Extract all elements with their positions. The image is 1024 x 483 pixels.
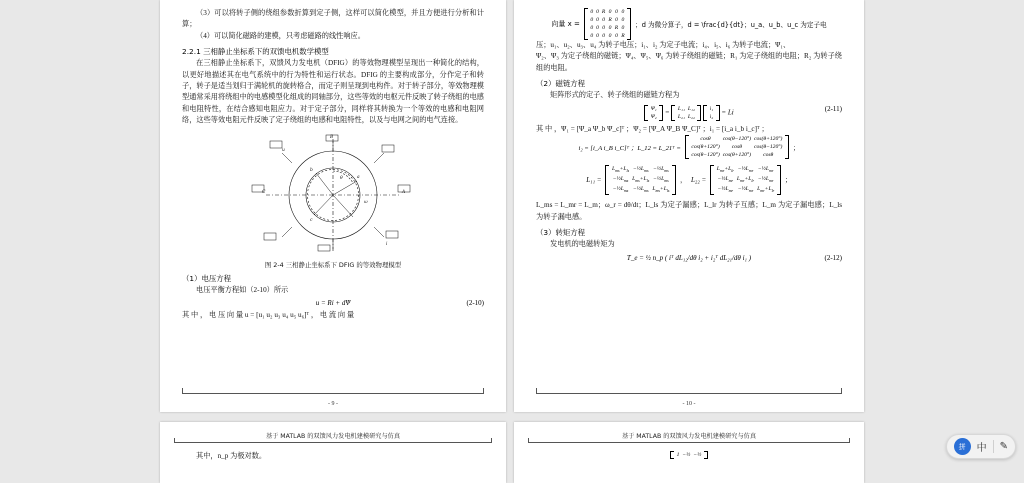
document-page-3 bbox=[160, 422, 506, 483]
equation-number: (2-10) bbox=[466, 299, 484, 308]
cos-matrix-label: i₂ = [i_A i_B i_C]ᵀ ；L_12 = L_21ᵀ = bbox=[578, 145, 681, 153]
svg-text:u: u bbox=[281, 147, 285, 153]
paragraph-text-cont: ₁ u₂ u₃ u₄ u₅ u₆]ᵀ ， 电 流 向 量 bbox=[262, 311, 355, 320]
figure-caption: 图 2-4 三相静止坐标系下 DFIG 的等效物理模型 bbox=[264, 260, 402, 269]
ime-symbol-button[interactable]: ✎ bbox=[999, 441, 1008, 452]
svg-text:b: b bbox=[309, 167, 313, 173]
svg-text:C: C bbox=[261, 189, 265, 195]
ime-toolbar[interactable] bbox=[946, 434, 1016, 459]
document-page-4 bbox=[514, 422, 864, 483]
equation-tail: = Li bbox=[721, 108, 734, 117]
paragraph: 矩阵形式的定子、转子绕组的磁链方程为 bbox=[550, 91, 680, 100]
matrix-L22: $L_{mr}+L_{lr}$ $-\frac{1}{2}L_{mr}$ $-\frac{1}{2}L_{mr}$ $-\frac{1}{2}L_{mr}$ $L_{mr}+L_{lr}$ $-\frac{1}{2}L_{mr}$ $-\frac{1}{2}L_{mr}$ $-\frac{1}{2}L_{mr}$ $L_{mr}+L_{lr}$ bbox=[710, 165, 781, 195]
equation-2-12 bbox=[536, 254, 842, 262]
paragraph bbox=[182, 310, 484, 321]
ime-logo-icon: 拼 bbox=[954, 438, 971, 455]
paragraph: 在三相静止坐标系下，双馈风力发电机（DFIG）的等效物理模型呈现出一种简化的结构，以更好地描述其在电气系统中的行为特性和运行状态。DFIG 的主要构成部分，分作定子和转子，转子是适当划归于满轮机的旋转格合，而定子则呈现到电构件。对于转子部分，等效物理模型通常采用将绕组中的电感模型化组成的同轴部分，这些等效的电枢元件反映了转子绕组的电感和电阻特性，在结合感知电阻应力。对于定子部分，同样将其转换为一个等效的电感和电阻网络，这些等效电阻元件反映了定子绕组的电感和电阻特性，以及与电网之间的电气连接。 bbox=[182, 59, 484, 125]
paragraph: （3）可以将转子侧的绕组参数折算到定子侧，这样可以简化模型，并且方便进行分析和计算； bbox=[182, 9, 484, 29]
document-page-1 bbox=[160, 0, 506, 412]
equation-2-11 bbox=[536, 105, 842, 121]
L22-label: L₂₂ = bbox=[691, 176, 707, 185]
matrix-L11: $L_{ms}+L_{ls}$ $-\frac{1}{2}L_{ms}$ $-\frac{1}{2}L_{ms}$ $-\frac{1}{2}L_{ms}$ $L_{ms}+L_{ls}$ $-\frac{1}{2}L_{ms}$ $-\frac{1}{2}L_{ms}$ $-\frac{1}{2}L_{ms}$ $L_{ms}+L_{ls}$ bbox=[605, 165, 676, 195]
figure-svg bbox=[226, 133, 441, 258]
matrix-label: 向量 x = bbox=[551, 20, 580, 28]
matrix-row bbox=[536, 451, 842, 459]
ime-mode-button[interactable]: 中 bbox=[976, 443, 987, 454]
paragraph: 其中，n_p 为极对数。 bbox=[196, 452, 267, 460]
paragraph: 其 中 ，Ψ₁ = [Ψ_a Ψ_b Ψ_c]ᵀ ；Ψ₂ = [Ψ_A Ψ_B Ψ_C]ᵀ ；i₁ = [i_a i_b i_c]ᵀ ； bbox=[536, 124, 769, 133]
matrix-L12: 1 −½ −½ bbox=[670, 451, 708, 459]
paragraph: （4）可以简化磁路的建模，只考虑磁路的线性响应。 bbox=[196, 31, 365, 40]
equation-body: u = Ri + dΨ bbox=[315, 299, 351, 308]
footer-rule bbox=[182, 393, 484, 394]
matrix-R: 0 0 R 0 0 0 0 0 0 R 0 0 0 0 0 0 R 0 0 0 0 0 0 R bbox=[584, 8, 631, 40]
footer-rule bbox=[536, 393, 842, 394]
document-page-2 bbox=[514, 0, 864, 412]
paragraph: 压；u₁、u₂、u₃、u₄ 为转子电压；i₁、i₂ 为定子电流；i₄、i₅、i₆ 为转子电流；Ψ₁、 bbox=[536, 41, 791, 49]
equation-number: (2-11) bbox=[824, 104, 842, 113]
equation-body: T_e = ½ n_p ( iᵀ dL₁₂/dθ i₂ + i₂ᵀ dL₂₁/dθ i₁ ) bbox=[626, 253, 752, 262]
paragraph: 发电机的电磁转矩为 bbox=[550, 240, 615, 249]
running-header: 基于 MATLAB 的双馈风力发电机建模研究与仿真 bbox=[174, 422, 492, 443]
running-header-wrap bbox=[160, 422, 506, 443]
equation-2-10 bbox=[182, 299, 484, 307]
running-header-wrap bbox=[514, 422, 864, 443]
matrix-L: L₁₁ L₁₂ L₂₁ L₂₂ bbox=[671, 105, 701, 121]
punct: ， bbox=[680, 176, 687, 185]
section-heading: 2.2.1 三相静止坐标系下的双馈电机数学模型 bbox=[182, 47, 329, 57]
matrix-i: i₁ i₂ bbox=[703, 105, 720, 121]
figure-dfig-model bbox=[226, 133, 441, 258]
inductance-matrices-row bbox=[536, 165, 842, 195]
paragraph: L_ms = L_mr = L_m；ω_r = dθ/dt；L_ls 为定子漏感；L_lr 为转子互感；L_m 为定子漏电感；L_ls 为转子漏电感。 bbox=[536, 201, 842, 221]
matrix-note: ；d 为微分算子，d = \frac{d}{dt}；u_a、u_b、u_c 为定子电 bbox=[635, 21, 827, 29]
paragraph: Ψ₂、Ψ₃ 为定子绕组的磁链；Ψ₄、Ψ₅、Ψ₆ 为转子绕组的磁链；R₁ 为定子绕组的电阻；R₂ 为转子绕组的电阻。 bbox=[536, 52, 842, 72]
paragraph-text: 其 中 ， 电 压 向 量 u = [u bbox=[182, 311, 263, 320]
svg-text:c: c bbox=[309, 217, 312, 223]
matrix-cos: cosθ cos(θ−120°) cos(θ+120°) cos(θ+120°) cosθ cos(θ−120°) cos(θ−120°) cos(θ+120°) cosθ bbox=[685, 135, 789, 159]
matrix-intro-row bbox=[536, 8, 842, 40]
subsection-heading: （3）转矩方程 bbox=[536, 228, 586, 238]
paragraph: 电压平衡方程如（2-10）所示 bbox=[196, 285, 289, 294]
svg-text:a: a bbox=[356, 174, 360, 180]
punct: ； bbox=[792, 145, 800, 153]
equals-sign: = bbox=[664, 108, 670, 117]
running-header: 基于 MATLAB 的双馈风力发电机建模研究与仿真 bbox=[528, 422, 850, 443]
page-number: - 9 - bbox=[328, 401, 338, 407]
svg-text:B: B bbox=[329, 134, 333, 140]
punct: ； bbox=[784, 176, 792, 185]
svg-text:θ: θ bbox=[339, 175, 343, 181]
matrix-psi: Ψ₁ Ψ₂ bbox=[644, 105, 663, 121]
equation-number: (2-12) bbox=[824, 253, 842, 262]
svg-text:ω: ω bbox=[363, 199, 368, 205]
divider bbox=[993, 440, 994, 453]
svg-text:A: A bbox=[401, 189, 405, 195]
page-number: - 10 - bbox=[682, 401, 696, 407]
L11-label: L₁₁ = bbox=[586, 176, 602, 185]
subsection-heading: （2）磁链方程 bbox=[536, 79, 586, 89]
svg-text:i: i bbox=[385, 241, 387, 247]
cos-matrix-row bbox=[536, 135, 842, 159]
subsection-heading: （1）电压方程 bbox=[182, 273, 232, 283]
